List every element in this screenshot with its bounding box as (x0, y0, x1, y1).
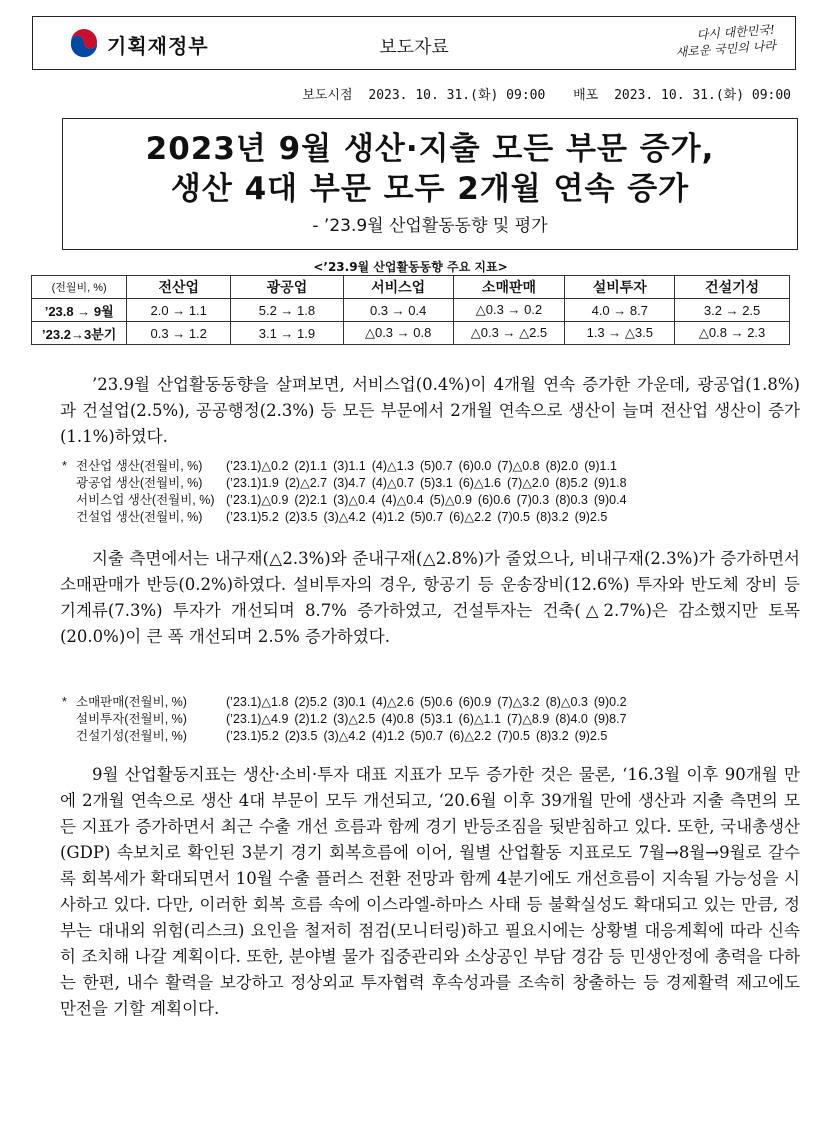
note-value: (9)0.4 (593, 493, 627, 507)
note-value: (3)△4.2 (323, 729, 366, 743)
table-row (32, 299, 790, 322)
note-value: (6)△1.1 (458, 712, 501, 726)
paragraph-production-text: ’23.9월 산업활동동향을 살펴보면, 서비스업(0.4%)이 4개월 연속 증가한 가운데, 광공업(1.8%)과 건설업(2.5%), 공공행정(2.3%) 등 모든 부문에서 2개월 연속으로 생산이 늘며 전산업 생산이 증가(1.1%)하였다. (60, 375, 800, 446)
table-cell: △0.3 → 0.2 (453, 299, 565, 322)
table-cell: 3.2 → 2.5 (675, 299, 790, 322)
note-value: (2)1.1 (294, 459, 328, 473)
note-value: (7)△2.0 (506, 476, 550, 490)
header-services: 서비스업 (343, 276, 453, 299)
note-value: (6)0.9 (458, 695, 492, 709)
note-value: (9)1.1 (584, 459, 617, 473)
paragraph-assessment (60, 762, 800, 1022)
headline-line-1: 2023년 9월 생산·지출 모든 부문 증가, (145, 131, 715, 167)
note-value: (4)△0.4 (381, 493, 424, 507)
note-value: (7)0.3 (516, 493, 550, 507)
note-label: 서비스업 생산(전월비, %) (76, 493, 215, 507)
paragraph-assessment-text: 9월 산업활동지표는 생산·소비·투자 대표 지표가 모두 증가한 것은 물론, ‘16.3월 이후 90개월 만에 2개월 연속으로 생산 4대 부문이 모두 개선되고, ‘20.6월 이후 39개월 만에 생산과 지출 측면의 모든 지표가 증가하면서 최근 수출 개선 흐름과 함께 경기 반등조짐을 뒷받침하고 있다. 또한, 국내총생산(GDP) 속보치로 확인된 3분기 경기 회복흐름에 이어, 월별 산업활동 지표로도 7월→8월→9월로 갈수록 회복세가 확대되면서 10월 수출 플러스 전환 전망과 함께 4분기에도 개선흐름이 지속될 가능성을 시사하고 있다. 다만, 이러한 회복 흐름 속에 이스라엘-하마스 사태 등 불확실성도 확대되고 있는 만큼, 정부는 대내외 위험(리스크) 요인을 철저히 점검(모니터링)하고 필요시에는 상황별 대응계획에 따라 신속히 조치해 나갈 계획이다. 또한, 분야별 물가 집중관리와 소상공인 부담 경감 등 민생안정에 총력을 다하는 한편, 내수 활력을 보강하고 정상외교 투자협력 후속성과를 조속히 창출하는 등 경제활력 제고에도 만전을 기할 계획이다. (60, 765, 801, 1018)
note-value: (6)△1.6 (458, 476, 501, 490)
note-value: (2)3.5 (284, 510, 318, 524)
note-row (62, 694, 633, 711)
headline-line-2: 생산 4대 부문 모두 2개월 연속 증가 (170, 171, 690, 207)
note-value: (’23.1)△0.9 (226, 493, 289, 507)
note-row (62, 492, 633, 509)
note-row (62, 509, 633, 526)
note-value: (7)△8.9 (506, 712, 550, 726)
slogan-line-2: 새로운 국민의 나라 (674, 38, 776, 60)
note-label: 광공업 생산(전월비, %) (76, 476, 203, 490)
note-value: (3)△2.5 (333, 712, 376, 726)
note-value: (’23.1)5.2 (226, 510, 279, 524)
note-label: 소매판매(전월비, %) (76, 695, 187, 709)
note-value: (5)0.6 (420, 695, 453, 709)
note-value: (7)△0.8 (497, 459, 540, 473)
distribution-time: 2023. 10. 31.(화) 09:00 (614, 88, 791, 103)
table-cell: △0.3 → 0.8 (343, 322, 453, 345)
note-marker: * (62, 459, 67, 473)
note-value: (4)0.8 (381, 712, 415, 726)
note-row (62, 711, 633, 728)
unit-cell: (전월비, %) (32, 276, 127, 299)
table-cell: 0.3 → 0.4 (343, 299, 453, 322)
table-cell: △0.8 → 2.3 (675, 322, 790, 345)
note-value: (5)3.1 (420, 476, 453, 490)
note-value: (6)0.0 (458, 459, 492, 473)
paragraph-expenditure (60, 546, 800, 650)
note-value: (4)△0.7 (371, 476, 415, 490)
note-value: (8)4.0 (555, 712, 588, 726)
note-value: (2)△2.7 (284, 476, 328, 490)
embargo-label: 보도시점 (302, 88, 353, 103)
note-label: 설비투자(전월비, %) (76, 712, 187, 726)
press-header (32, 16, 796, 70)
table-header-row (32, 276, 790, 299)
note-value: (3)1.1 (333, 459, 366, 473)
row-label: ’23.8 → 9월 (32, 299, 127, 322)
note-value: (9)0.2 (593, 695, 627, 709)
embargo-time: 2023. 10. 31.(화) 09:00 (368, 88, 546, 103)
note-label: 건설업 생산(전월비, %) (76, 510, 203, 524)
table-cell: 3.1 → 1.9 (231, 322, 344, 345)
note-value: (5)0.7 (410, 510, 444, 524)
note-value: (6)△2.2 (449, 729, 492, 743)
note-value: (3)4.7 (333, 476, 366, 490)
table-cell: 4.0 → 8.7 (565, 299, 675, 322)
note-value: (3)0.1 (333, 695, 366, 709)
note-value: (5)3.1 (420, 712, 453, 726)
note-value: (8)0.3 (555, 493, 588, 507)
note-value: (9)2.5 (574, 510, 608, 524)
note-value: (6)0.6 (477, 493, 511, 507)
distribution-label: 배포 (573, 88, 599, 103)
note-value: (8)3.2 (536, 510, 569, 524)
row-label: ’23.2→3분기 (32, 322, 127, 345)
note-value: (2)2.1 (294, 493, 328, 507)
note-value: (’23.1)△4.9 (226, 712, 289, 726)
ministry-name: 기획재정부 (107, 33, 209, 58)
note-value: (3)△4.2 (323, 510, 366, 524)
note-value: (5)0.7 (410, 729, 444, 743)
note-value: (’23.1)5.2 (226, 729, 279, 743)
note-value: (4)△2.6 (371, 695, 415, 709)
indicator-table (31, 275, 790, 345)
note-label: 건설기성(전월비, %) (76, 729, 187, 743)
table-cell: △0.3 → △2.5 (453, 322, 565, 345)
note-value: (’23.1)△0.2 (226, 459, 289, 473)
table-cell: 0.3 → 1.2 (127, 322, 231, 345)
subtitle: - ’23.9월 산업활동동향 및 평가 (312, 216, 548, 236)
slogan-line-1: 다시 대한민국! (695, 22, 775, 42)
note-value: (9)1.8 (593, 476, 627, 490)
note-label: 전산업 생산(전월비, %) (76, 459, 203, 473)
note-value: (4)1.2 (371, 510, 405, 524)
note-value: (4)△1.3 (371, 459, 415, 473)
note-row (62, 475, 633, 492)
note-value: (6)△2.2 (449, 510, 492, 524)
table-caption: <’23.9월 산업활동동향 주요 지표> (313, 260, 508, 274)
note-row (62, 728, 633, 745)
note-row (62, 458, 633, 475)
note-value: (2)3.5 (284, 729, 318, 743)
header-construction: 건설기성 (675, 276, 790, 299)
header-mining-manufacturing: 광공업 (231, 276, 344, 299)
note-value: (8)△0.3 (545, 695, 588, 709)
note-value: (2)1.2 (294, 712, 328, 726)
table-row (32, 322, 790, 345)
note-value: (’23.1)1.9 (226, 476, 279, 490)
header-facility-investment: 설비투자 (565, 276, 675, 299)
note-value: (9)2.5 (574, 729, 608, 743)
note-value: (8)5.2 (555, 476, 588, 490)
note-value: (8)3.2 (536, 729, 569, 743)
note-value: (5)△0.9 (429, 493, 472, 507)
header-all-industry: 전산업 (127, 276, 231, 299)
note-value: (4)1.2 (371, 729, 405, 743)
press-release-label: 보도자료 (379, 37, 449, 58)
table-cell: 1.3 → △3.5 (565, 322, 675, 345)
note-value: (2)5.2 (294, 695, 328, 709)
note-value: (3)△0.4 (333, 493, 376, 507)
note-value: (7)0.5 (497, 729, 530, 743)
paragraph-production (60, 372, 800, 450)
table-cell: 2.0 → 1.1 (127, 299, 231, 322)
table-cell: 5.2 → 1.8 (231, 299, 344, 322)
note-value: (7)△3.2 (497, 695, 540, 709)
note-value: (7)0.5 (497, 510, 530, 524)
note-value: (9)8.7 (593, 712, 627, 726)
notes-production (62, 458, 633, 526)
note-value: (’23.1)△1.8 (226, 695, 289, 709)
title-box (62, 118, 798, 250)
note-marker: * (62, 695, 67, 709)
header-retail-sales: 소매판매 (453, 276, 565, 299)
notes-expenditure (62, 694, 633, 745)
note-value: (8)2.0 (545, 459, 579, 473)
release-info (294, 84, 791, 103)
paragraph-expenditure-text: 지출 측면에서는 내구재(△2.3%)와 준내구재(△2.8%)가 줄었으나, 비내구재(2.3%)가 증가하면서 소매판매가 반등(0.2%)하였다. 설비투자의 경우, 항공기 등 운송장비(12.6%) 투자와 반도체 장비 등 기계류(7.3%) 투자가 개선되며 8.7% 증가하였고, 건설투자는 건축(△2.7%)은 감소했지만 토목(20.0%)이 큰 폭 개선되며 2.5% 증가하였다. (60, 549, 800, 646)
note-value: (5)0.7 (420, 459, 453, 473)
